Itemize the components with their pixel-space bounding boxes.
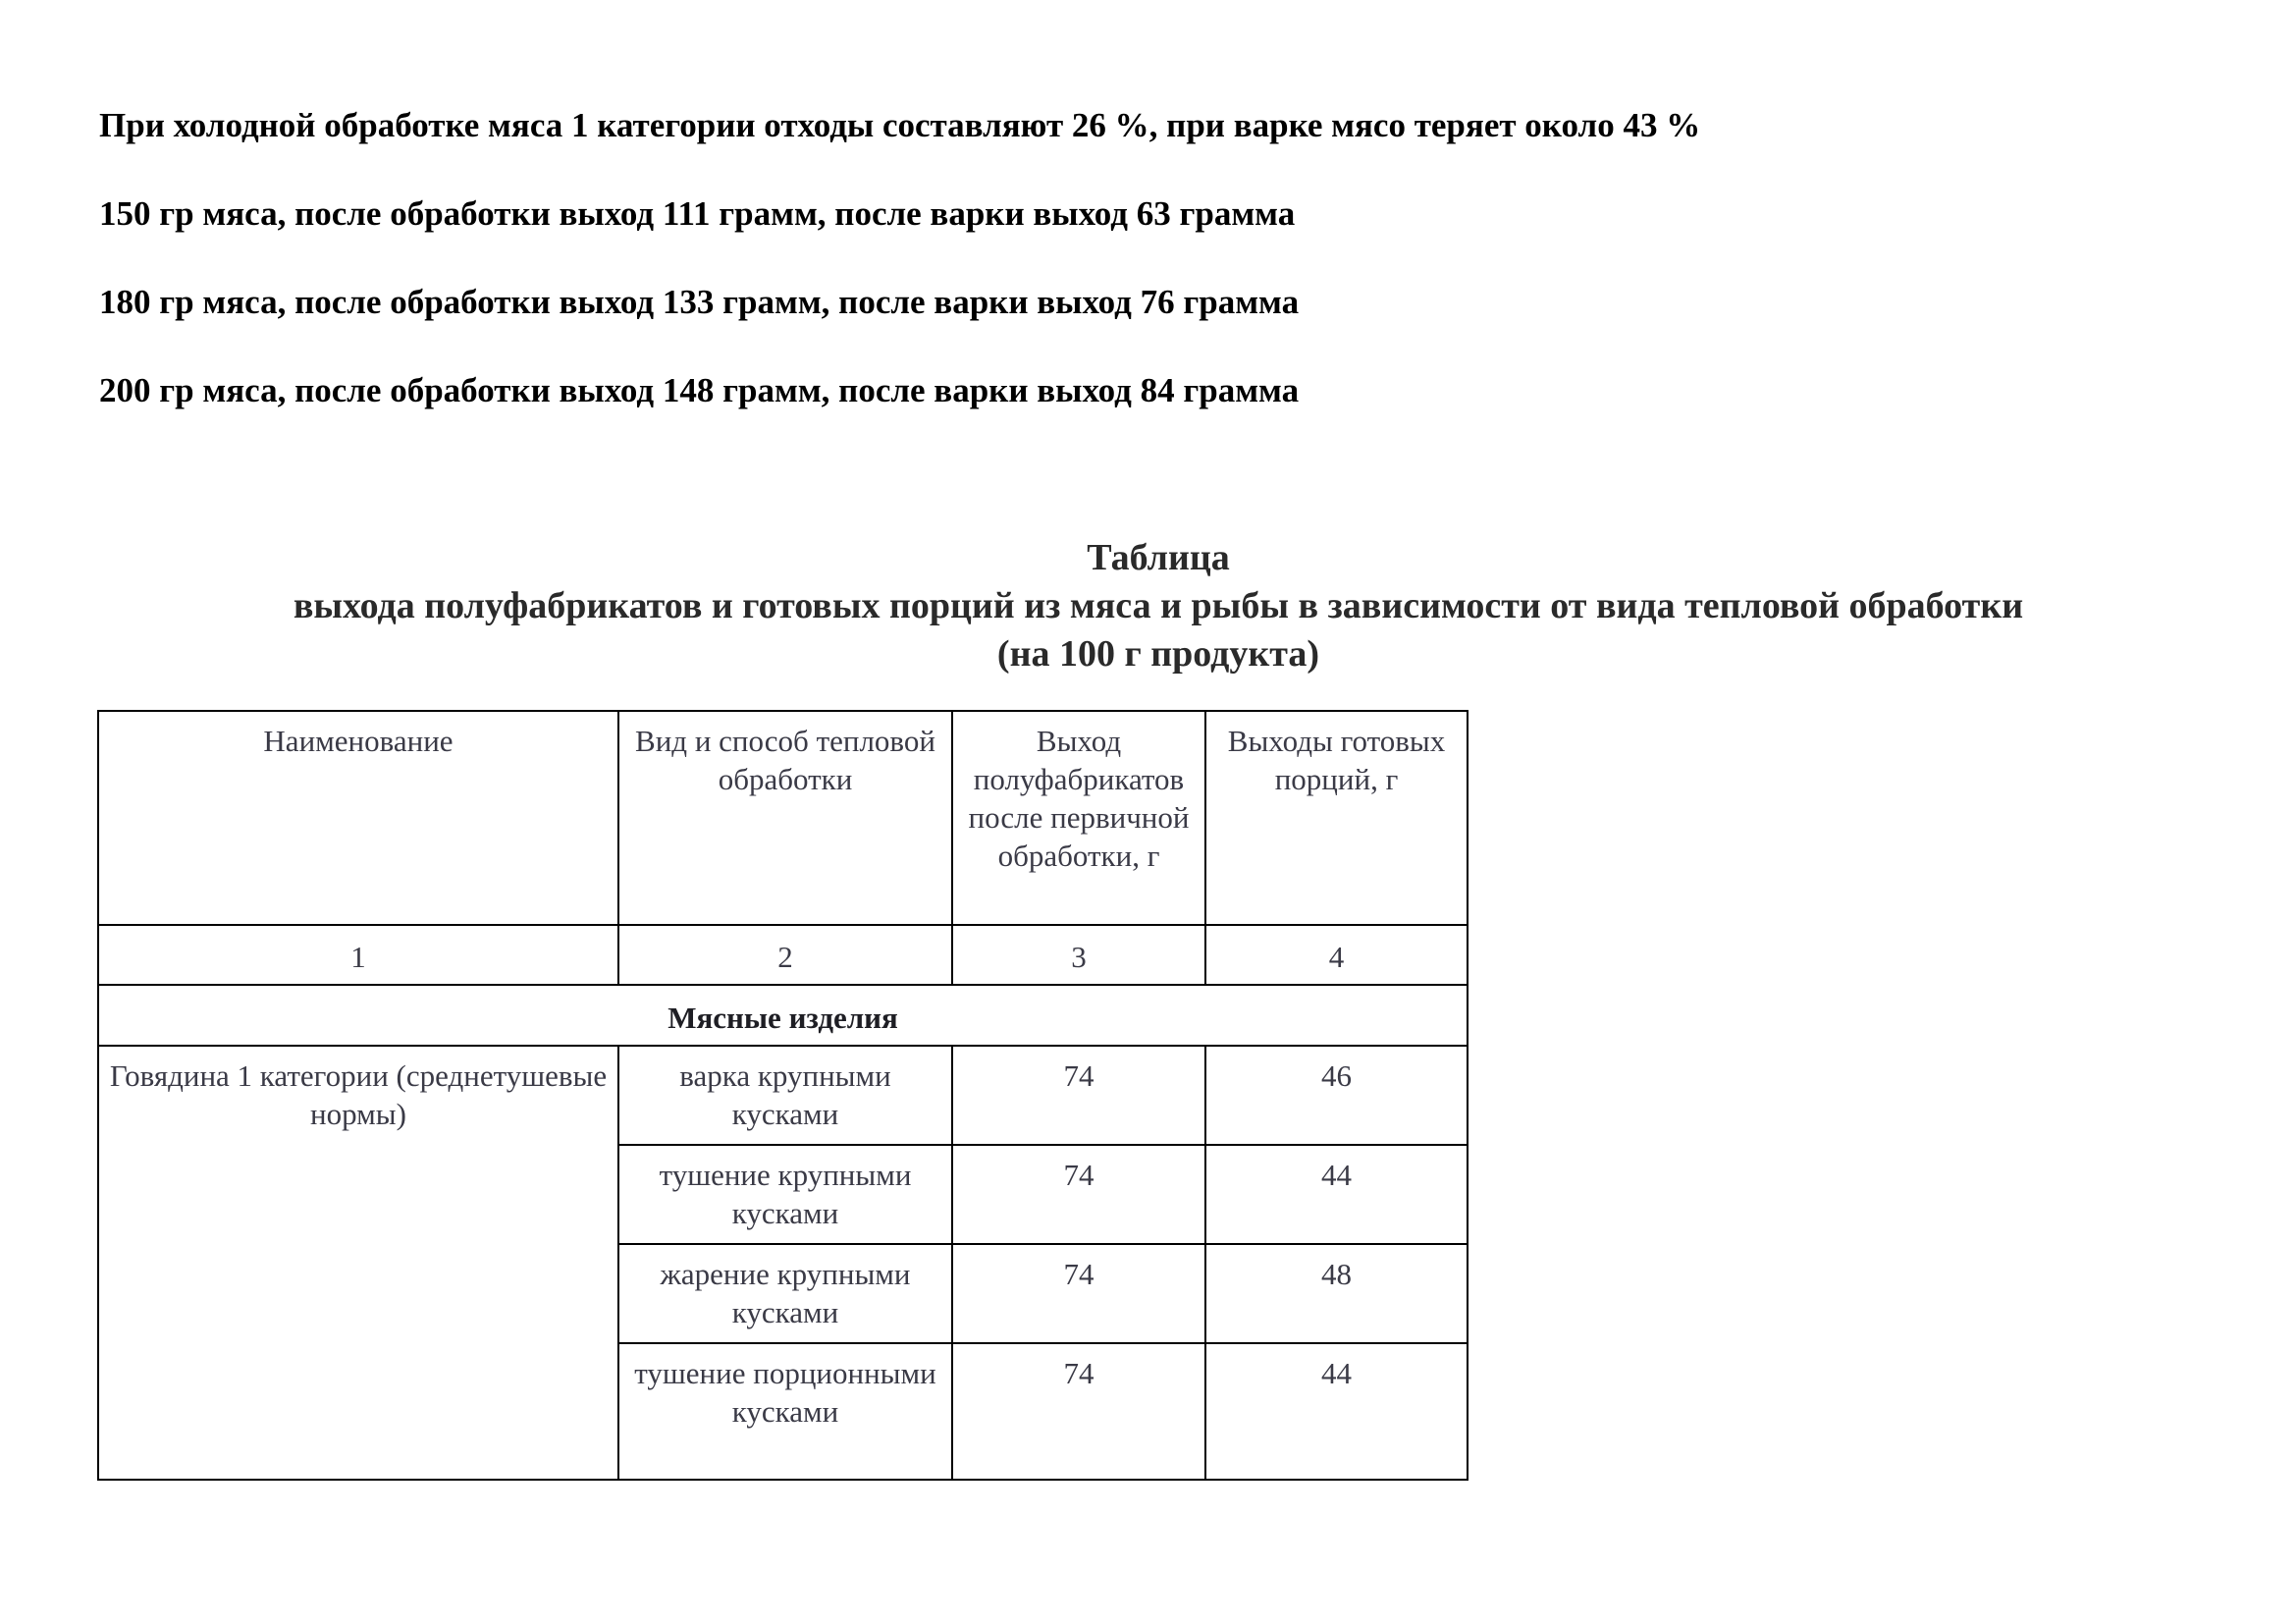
ready-yield-cell: 46 bbox=[1205, 1046, 1468, 1145]
table-row bbox=[98, 1046, 1468, 1145]
column-header-method: Вид и способ тепловой обработки bbox=[618, 711, 952, 925]
semi-yield-cell: 74 bbox=[952, 1343, 1205, 1480]
intro-line-1: При холодной обработке мяса 1 категории отходы составляют 26 %, при варке мясо теряет около 43 % bbox=[99, 106, 1701, 144]
section-row bbox=[98, 985, 1468, 1046]
ready-yield-cell: 44 bbox=[1205, 1145, 1468, 1244]
intro-line-4: 200 гр мяса, после обработки выход 148 грамм, после варки выход 84 грамма bbox=[99, 371, 1300, 409]
product-name-cell: Говядина 1 категории (среднетушевые нормы) bbox=[98, 1046, 618, 1480]
column-number: 2 bbox=[618, 925, 952, 985]
column-header-ready-yield: Выходы готовых порций, г bbox=[1205, 711, 1468, 925]
table-subtitle: выхода полуфабрикатов и готовых порций из мяса и рыбы в зависимости от вида тепловой обработки bbox=[293, 585, 2024, 626]
yield-table bbox=[97, 710, 1468, 1481]
semi-yield-cell: 74 bbox=[952, 1145, 1205, 1244]
table-subtitle-note: (на 100 г продукта) bbox=[996, 633, 1320, 675]
ready-yield-cell: 44 bbox=[1205, 1343, 1468, 1480]
semi-yield-cell: 74 bbox=[952, 1244, 1205, 1343]
column-number-row bbox=[98, 925, 1468, 985]
method-cell: тушение порционными кусками bbox=[618, 1343, 952, 1480]
intro-line-3: 180 гр мяса, после обработки выход 133 грамм, после варки выход 76 грамма bbox=[99, 283, 1300, 321]
column-header-name: Наименование bbox=[98, 711, 618, 925]
method-cell: жарение крупными кусками bbox=[618, 1244, 952, 1343]
table-title: Таблица bbox=[1087, 537, 1230, 578]
ready-yield-cell: 48 bbox=[1205, 1244, 1468, 1343]
semi-yield-cell: 74 bbox=[952, 1046, 1205, 1145]
column-number: 1 bbox=[98, 925, 618, 985]
column-number: 4 bbox=[1205, 925, 1468, 985]
method-cell: тушение крупными кусками bbox=[618, 1145, 952, 1244]
method-cell: варка крупными кусками bbox=[618, 1046, 952, 1145]
column-number: 3 bbox=[952, 925, 1205, 985]
table-header-row bbox=[98, 711, 1468, 925]
section-title: Мясные изделия bbox=[98, 985, 1468, 1046]
intro-line-2: 150 гр мяса, после обработки выход 111 грамм, после варки выход 63 грамма bbox=[99, 194, 1296, 233]
column-header-semi-yield: Выход полуфабрикатов после первичной обработки, г bbox=[952, 711, 1205, 925]
